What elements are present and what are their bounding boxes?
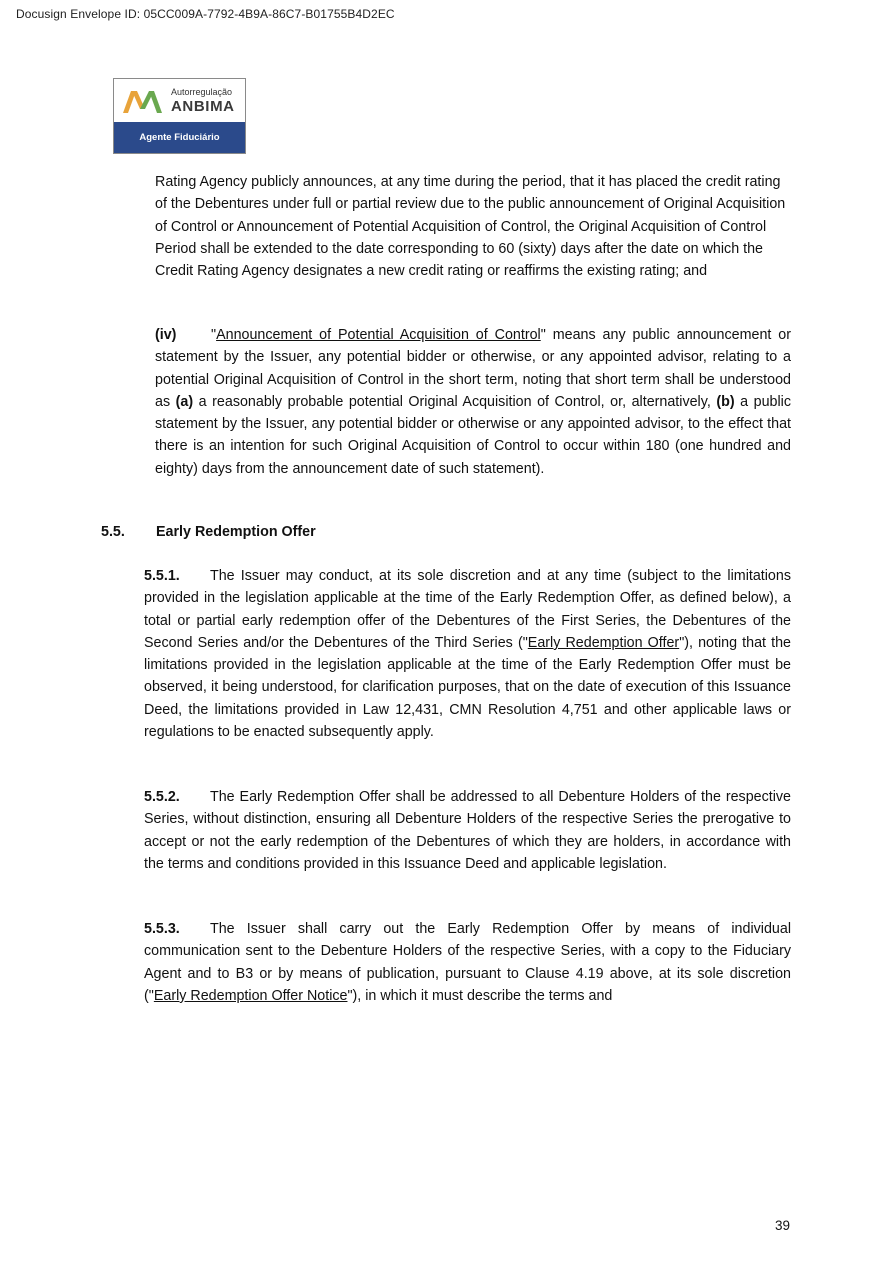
sub-label-a: (a) — [175, 393, 194, 410]
clause-number-5-5-3: 5.5.3. — [144, 921, 180, 937]
defined-term-announcement: Announcement of Potential Acquisition of Control — [216, 327, 541, 343]
logo-band-text: Agente Fiduciário — [114, 122, 245, 153]
section-title: Early Redemption Offer — [156, 524, 316, 540]
anbima-logo — [113, 78, 246, 154]
clause-5-5-1 — [144, 565, 791, 743]
clause-number-5-5-2: 5.5.2. — [144, 789, 180, 805]
paragraph-continued: Rating Agency publicly announces, at any time during the period, that it has placed the credit rating of the Debentures under full or partial review due to the public announcement of Original Acquisition of Control or Announcement of Potential Acquisition of Control, the Original Acquisition of Control Period shall be extended to the date corresponding to 60 (sixty) days after the date on which the Credit Rating Agency designates a new credit rating or reaffirms the existing rating; and — [155, 174, 786, 280]
clause-5-5-3 — [144, 918, 791, 1007]
item-label-iv: (iv) — [155, 327, 177, 343]
iv-text-3: a public statement by the Issuer, any potential bidder or otherwise or any appointed advisor, to the effect that there is an intention for such Original Acquisition of Control to occur within 180 (one hundred and eighty) days from the announcement date of such statement). — [155, 393, 791, 477]
clause-5-5-2-text: The Early Redemption Offer shall be addressed to all Debenture Holders of the respective Series, without distinction, ensuring all Debenture Holders of the respective Series the prerogative to accept or not the early redemption of the Debentures of which they are holders, in accordance with the terms and conditions provided in this Issuance Deed and applicable legislation. — [144, 789, 791, 872]
quote-open: " — [211, 327, 217, 343]
logo-brand-text: ANBIMA — [171, 98, 235, 115]
iv-text-1: " means any public announcement or statement by the Issuer, any potential bidder or otherwise, or any appointed advisor, relating to a potential Original Acquisition of Control in the short term, noting that short term shall be understood as — [155, 327, 791, 410]
clause-5-5-1-text-1: The Issuer may conduct, at its sole discretion and at any time (subject to the limitations provided in the legislation applicable at the time of the Early Redemption Offer, as defined below), a total or partial early redemption offer of the Debentures of the First Series, the Debentures of the Second Series and/or the Debentures of the Third Series (" — [144, 568, 791, 651]
section-heading — [101, 524, 316, 540]
defined-term-early-redemption-offer-notice: Early Redemption Offer Notice — [153, 987, 348, 1004]
clause-number-5-5-1: 5.5.1. — [144, 568, 180, 584]
logo-small-text: Autorregulação — [171, 87, 233, 97]
section-number: 5.5. — [101, 524, 125, 540]
iv-text-2: a reasonably probable potential Original Acquisition of Control, or, alternatively, — [193, 393, 717, 410]
defined-term-early-redemption-offer: Early Redemption Offer — [527, 634, 680, 651]
paragraph-iv — [155, 324, 791, 480]
page-number: 39 — [775, 1218, 791, 1233]
clause-5-5-2 — [144, 786, 791, 875]
docusign-envelope-id: Docusign Envelope ID: 05CC009A-7792-4B9A-86C7-B01755B4D2EC — [16, 7, 395, 21]
sub-label-b: (b) — [716, 393, 735, 410]
anbima-mark-icon — [123, 87, 163, 115]
clause-5-5-3-text-2: "), in which it must describe the terms and — [347, 987, 613, 1004]
clause-5-5-1-text-2: "), noting that the limitations provided in the legislation applicable at the time of the Early Redemption Offer must be observed, it being understood, for clarification purposes, that on the date of execution of this Issuance Deed, the limitations provided in Law 12,431, CMN Resolution 4,751 and other applicable laws or regulations to be enacted subsequently apply. — [144, 634, 791, 741]
clause-5-5-3-text-1: The Issuer shall carry out the Early Redemption Offer by means of individual communication sent to the Debenture Holders of the respective Series, with a copy to the Fiduciary Agent and to B3 or by means of publication, pursuant to Clause 4.19 above, at its sole discretion (" — [144, 921, 791, 1004]
